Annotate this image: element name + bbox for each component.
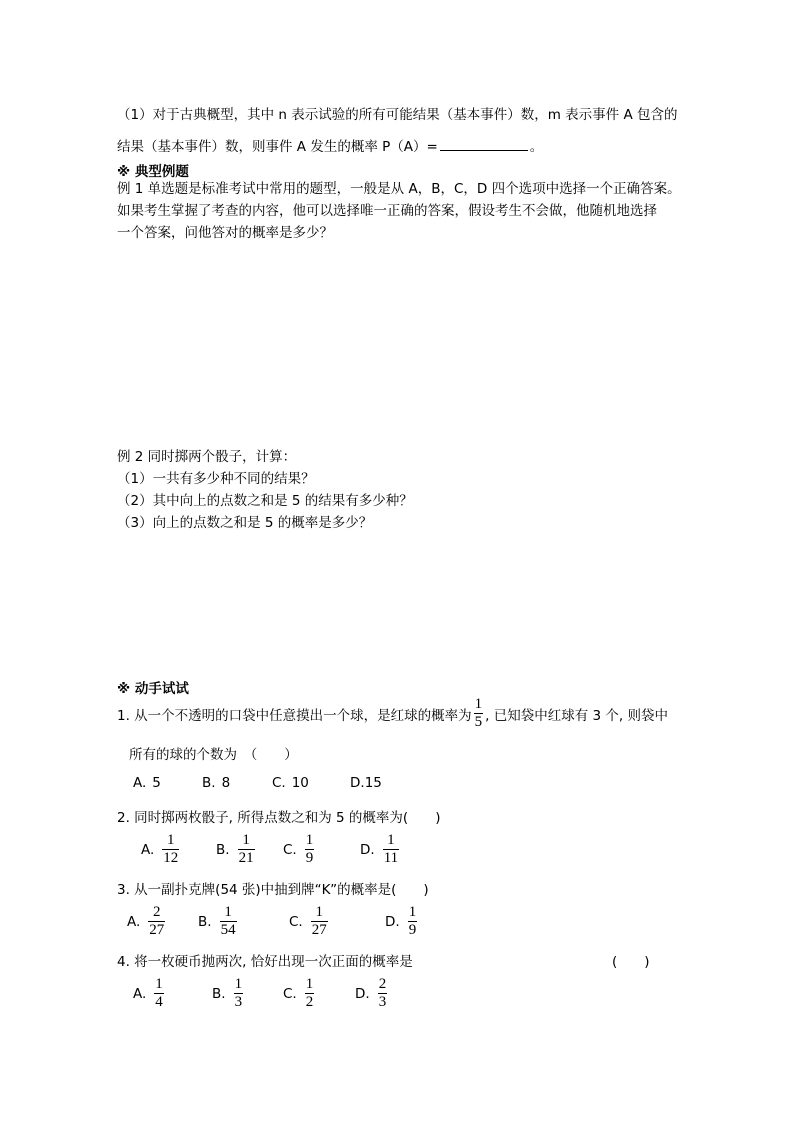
fraction-denominator: 12	[163, 850, 179, 866]
q1-option-a[interactable]	[133, 775, 161, 791]
fraction	[238, 832, 255, 867]
option-label: A.	[133, 985, 147, 1002]
fraction-denominator: 3	[378, 994, 387, 1010]
q4-option-b[interactable]	[212, 976, 245, 1011]
option-label: A.	[133, 775, 147, 791]
q2-option-d[interactable]	[360, 832, 401, 867]
question-1-line-2: 所有的球的个数为 （ ）	[129, 747, 298, 763]
q4-option-a[interactable]	[133, 976, 166, 1011]
fraction-numerator: 1	[387, 832, 395, 848]
example-1-line: 例 1 单选题是标准考试中常用的题型，一般是从 A，B，C，D 四个选项中选择一个正确答案。	[117, 181, 681, 197]
option-label: B.	[202, 775, 216, 791]
q1-option-c[interactable]	[272, 775, 309, 791]
example-1-line: 一个答案，问他答对的概率是多少？	[117, 225, 333, 241]
section-examples-heading: ※ 典型例题	[117, 164, 189, 180]
question-1-text: 1. 从一个不透明的口袋中任意摸出一个球，是红球的概率为	[117, 707, 472, 724]
q4-option-d[interactable]	[355, 976, 389, 1011]
question-1	[117, 696, 668, 731]
question-3-text: 3. 从一副扑克牌(54 张)中抽到牌“K”的概率是( )	[117, 882, 429, 898]
fraction	[311, 904, 328, 939]
fraction	[474, 696, 484, 731]
section-practice-heading: ※ 动手试试	[117, 681, 189, 697]
fraction	[220, 904, 237, 939]
fraction-denominator: 21	[238, 850, 254, 866]
fraction	[408, 904, 418, 939]
fraction-numerator: 2	[378, 976, 387, 992]
intro-line-2	[117, 135, 543, 155]
fraction-denominator: 11	[383, 850, 399, 866]
fraction	[162, 832, 179, 867]
fraction-numerator: 1	[315, 904, 323, 920]
fraction-denominator: 9	[408, 922, 417, 938]
fraction	[383, 832, 399, 867]
question-2-text: 2. 同时掷两枚骰子, 所得点数之和为 5 的概率为( )	[117, 810, 441, 826]
option-label: A.	[127, 913, 141, 930]
fraction-denominator: 27	[311, 922, 327, 938]
option-label: A.	[141, 841, 155, 858]
fraction	[305, 832, 315, 867]
intro-line-1: （1）对于古典概型，其中 n 表示试验的所有可能结果（基本事件）数，m 表示事件 A 包含的	[117, 107, 678, 123]
q3-option-c[interactable]	[289, 904, 330, 939]
fraction	[305, 976, 315, 1011]
fraction	[148, 904, 165, 939]
option-value: 5	[152, 775, 161, 791]
fraction-denominator: 5	[474, 714, 483, 730]
question-1-text-end: , 已知袋中红球有 3 个, 则袋中	[485, 707, 669, 724]
option-label: C.	[272, 775, 286, 791]
question-4-text: 4. 将一枚硬币抛两次, 恰好出现一次正面的概率是	[117, 954, 413, 970]
option-value: 10	[291, 775, 309, 791]
fraction	[154, 976, 164, 1011]
intro-line-2-text: 结果（基本事件）数，则事件 A 发生的概率 P（A）=	[117, 139, 438, 155]
intro-line-2-end: 。	[529, 139, 544, 155]
option-label: B.	[216, 841, 230, 858]
fraction-numerator: 1	[224, 904, 232, 920]
fraction	[378, 976, 388, 1011]
option-value: 15	[364, 775, 382, 791]
option-label: D.	[360, 841, 375, 858]
example-1-line: 如果考生掌握了考查的内容，他可以选择唯一正确的答案，假设考生不会做，他随机地选择	[117, 203, 657, 219]
example-2-line: （1）一共有多少种不同的结果？	[117, 471, 315, 487]
fraction-numerator: 1	[242, 832, 250, 848]
example-2	[117, 446, 413, 534]
fraction-numerator: 1	[234, 976, 243, 992]
example-1	[117, 178, 681, 244]
fraction-denominator: 3	[234, 994, 243, 1010]
option-label: D.	[385, 913, 400, 930]
fraction-numerator: 1	[408, 904, 417, 920]
fraction-denominator: 4	[155, 994, 163, 1010]
fraction-denominator: 27	[149, 922, 165, 938]
q4-option-c[interactable]	[283, 976, 316, 1011]
fraction	[234, 976, 244, 1011]
option-label: D.	[350, 775, 365, 791]
q3-option-d[interactable]	[385, 904, 419, 939]
example-2-line: （2）其中向上的点数之和是 5 的结果有多少种？	[117, 493, 413, 509]
q1-option-b[interactable]	[202, 775, 230, 791]
option-label: C.	[283, 985, 297, 1002]
q3-option-b[interactable]	[198, 904, 239, 939]
fraction-numerator: 1	[167, 832, 175, 848]
example-2-line: 例 2 同时掷两个骰子，计算：	[117, 449, 297, 465]
option-value: 8	[221, 775, 231, 791]
question-4-answer-paren: ( )	[612, 954, 650, 970]
answer-blank[interactable]	[440, 136, 528, 151]
fraction-denominator: 54	[220, 922, 236, 938]
option-label: B.	[198, 913, 212, 930]
q2-option-c[interactable]	[283, 832, 316, 867]
fraction-numerator: 1	[155, 976, 163, 992]
q3-option-a[interactable]	[127, 904, 167, 939]
fraction-numerator: 2	[153, 904, 161, 920]
option-label: D.	[355, 985, 370, 1002]
option-label: B.	[212, 985, 226, 1002]
q2-option-b[interactable]	[216, 832, 257, 867]
q2-option-a[interactable]	[141, 832, 181, 867]
fraction-numerator: 1	[305, 976, 314, 992]
fraction-numerator: 1	[474, 696, 483, 712]
option-label: C.	[283, 841, 297, 858]
fraction-denominator: 9	[305, 850, 314, 866]
q1-option-d[interactable]	[350, 775, 382, 791]
fraction-numerator: 1	[305, 832, 314, 848]
option-label: C.	[289, 913, 303, 930]
fraction-denominator: 2	[305, 994, 314, 1010]
example-2-line: （3）向上的点数之和是 5 的概率是多少？	[117, 515, 373, 531]
